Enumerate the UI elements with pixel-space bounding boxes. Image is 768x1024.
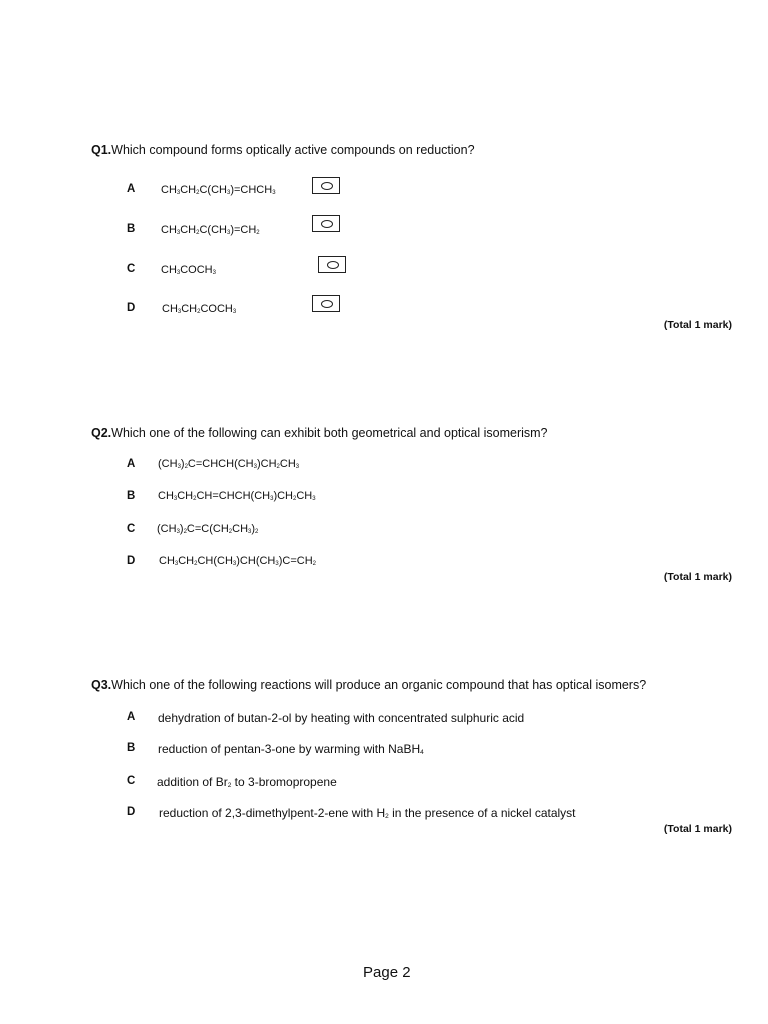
q1-total-mark: (Total 1 mark) (663, 319, 732, 331)
q2-option-c-formula: $(CH_3)_2C=C(CH_2CH_3)_2$ (157, 523, 259, 535)
q1-option-a-answer-box[interactable] (312, 177, 340, 194)
q3-number: Q3. (91, 678, 112, 692)
q3-question-text: Which one of the following reactions will produce an organic compound that has optical isomers? (111, 678, 647, 692)
q2-option-c-letter: C (127, 523, 136, 535)
q1-option-a-letter: A (127, 183, 136, 195)
q3-option-b-letter: B (127, 742, 136, 754)
q1-option-b-formula: $CH_3CH_2C(CH_3)=CH_2$ (161, 224, 260, 236)
page-number: Page 2 (363, 964, 411, 981)
q1-number: Q1. (91, 143, 112, 157)
q3-title (91, 678, 646, 692)
q3-option-c-letter: C (127, 775, 136, 787)
q1-option-d-answer-box[interactable] (312, 295, 340, 312)
q2-option-d-formula: $CH_3CH_2CH(CH_3)CH(CH_3)C=CH_2$ (159, 555, 316, 567)
q2-option-a-letter: A (127, 458, 136, 470)
q1-option-b-letter: B (127, 223, 136, 235)
q3-option-d-letter: D (127, 806, 136, 818)
q2-option-d-letter: D (127, 555, 136, 567)
q1-option-b-answer-box[interactable] (312, 215, 340, 232)
q2-number: Q2. (91, 426, 112, 440)
q1-option-a-bubble-icon (321, 182, 333, 190)
q3-option-b-text: reduction of pentan-3-one by warming with NaBH$_4$ (158, 742, 424, 756)
q1-title (91, 143, 475, 157)
q1-question-text: Which compound forms optically active compounds on reduction? (111, 143, 475, 157)
q1-option-d-bubble-icon (321, 300, 333, 308)
q1-option-b-bubble-icon (321, 220, 333, 228)
q3-option-c-text: addition of $Br_2$ to 3-bromopropene (157, 775, 337, 789)
q1-option-d-letter: D (127, 302, 136, 314)
q1-option-c-letter: C (127, 263, 136, 275)
q3-option-a-text: dehydration of butan-2-ol by heating with concentrated sulphuric acid (158, 711, 525, 725)
q2-question-text: Which one of the following can exhibit both geometrical and optical isomerism? (111, 426, 548, 440)
q1-option-a-formula: $CH_3CH_2C(CH_3)=CHCH_3$ (161, 184, 276, 196)
q1-option-c-formula: $CH_3COCH_3$ (161, 264, 216, 276)
q3-option-d-text: reduction of 2,3-dimethylpent-2-ene with $H_2$ in the presence of a nickel catalyst (159, 806, 576, 820)
q2-option-a-formula: $(CH_3)_2C=CHCH(CH_3)CH_2CH_3$ (158, 458, 300, 470)
q3-option-a-letter: A (127, 711, 136, 723)
q2-total-mark: (Total 1 mark) (663, 571, 732, 583)
q2-option-b-formula: $CH_3CH_2CH=CHCH(CH_3)CH_2CH_3$ (158, 490, 316, 502)
q2-title (91, 426, 548, 440)
q2-option-b-letter: B (127, 490, 136, 502)
q1-option-c-bubble-icon (327, 261, 339, 269)
q1-option-c-answer-box[interactable] (318, 256, 346, 273)
q3-total-mark: (Total 1 mark) (663, 823, 732, 835)
q1-option-d-formula: $CH_3CH_2COCH_3$ (162, 303, 237, 315)
